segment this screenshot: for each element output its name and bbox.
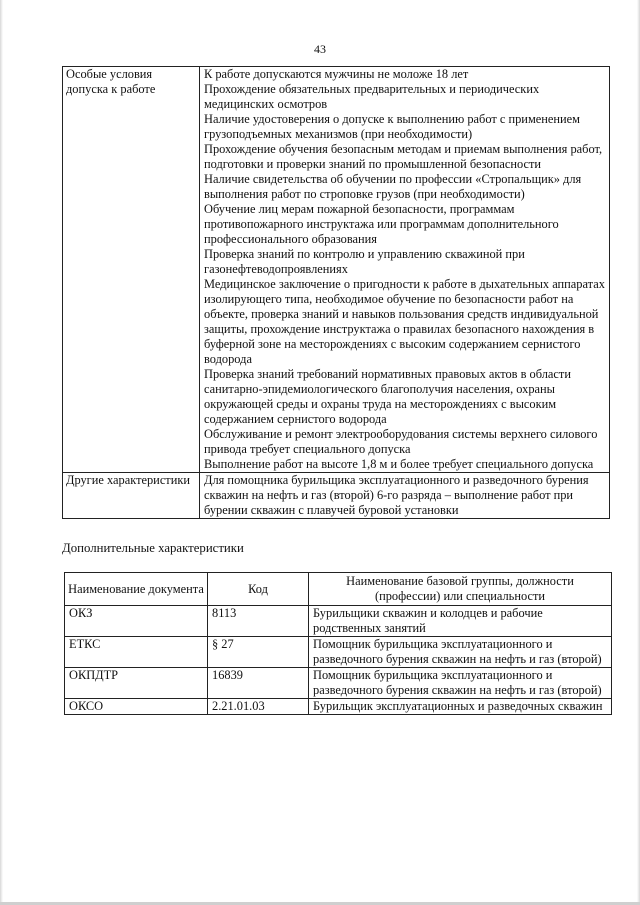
row-values (200, 67, 610, 473)
requirement-item: Для помощника бурильщика эксплуатационного и разведочного бурения скважин на нефть и газ (второй) 6-го разряда – выполнение работ при бурении скважин с плавучей буровой установки (204, 473, 589, 517)
table-cell: ЕТКС (65, 637, 208, 668)
page-number: 43 (314, 42, 326, 56)
table-header-row (65, 573, 612, 606)
table-cell: 8113 (208, 606, 309, 637)
table-cell: 16839 (208, 668, 309, 699)
table-cell: ОКПДТР (65, 668, 208, 699)
table-row (65, 668, 612, 699)
table-row (65, 637, 612, 668)
table-cell: ОКЗ (65, 606, 208, 637)
table-cell: Бурильщик эксплуатационных и разведочных скважин (309, 699, 612, 715)
requirement-item: Обслуживание и ремонт электрооборудования системы верхнего силового привода требует специального допуска (204, 427, 598, 456)
table-row (63, 473, 610, 519)
row-key: Особые условия допуска к работе (63, 67, 200, 473)
page-edge-left (0, 0, 3, 905)
table-cell: ОКСО (65, 699, 208, 715)
requirement-item: Обучение лиц мерам пожарной безопасности, программам противопожарного инструктажа или программам дополнительного профессионального образования (204, 202, 559, 246)
requirement-item: Прохождение обучения безопасным методам и приемам выполнения работ, подготовки и проверки знаний по промышленной безопасности (204, 142, 603, 171)
column-header: Код (208, 573, 309, 606)
requirement-item: Прохождение обязательных предварительных и периодических медицинских осмотров (204, 82, 540, 111)
row-key: Другие характеристики (63, 473, 200, 519)
table-cell: Помощник бурильщика эксплуатационного и разведочного бурения скважин на нефть и газ (второй) (309, 668, 612, 699)
requirement-item: Медицинское заключение о пригодности к работе в дыхательных аппаратах изолирующего типа, необходимое обучение по безопасности работ на объекте, проверка знаний и навыков пользования средств индивидуальной защиты, прохождение инструктажа о правилах безопасного нахождения в буферной зоне на месторождениях с высоким содержанием сернистого водорода (204, 277, 605, 366)
section-heading: Дополнительные характеристики (62, 541, 244, 555)
requirement-item: Проверка знаний требований нормативных правовых актов в области санитарно-эпидемиологического благополучия населения, охраны окружающей среды и охраны труда на месторождениях с высоким содержанием сернистого водорода (204, 367, 571, 426)
column-header: Наименование документа (65, 573, 208, 606)
requirement-item: К работе допускаются мужчины не моложе 18 лет (204, 67, 469, 81)
table-row (65, 606, 612, 637)
table-cell: 2.21.01.03 (208, 699, 309, 715)
requirement-item: Наличие свидетельства об обучении по профессии «Стропальщик» для выполнения работ по строповке грузов (при необходимости) (204, 172, 582, 201)
row-values (200, 473, 610, 519)
requirement-item: Выполнение работ на высоте 1,8 м и более требует специального допуска (204, 457, 594, 471)
table-row (63, 67, 610, 473)
table-row (65, 699, 612, 715)
table-cell: Бурильщики скважин и колодцев и рабочие родственных занятий (309, 606, 612, 637)
column-header: Наименование базовой группы, должности (профессии) или специальности (309, 573, 612, 606)
requirement-item: Наличие удостоверения о допуске к выполнению работ с применением грузоподъемных механизмов (при необходимости) (204, 112, 581, 141)
table-cell: Помощник бурильщика эксплуатационного и разведочного бурения скважин на нефть и газ (второй) (309, 637, 612, 668)
extra-characteristics-table (64, 572, 612, 715)
table-cell: § 27 (208, 637, 309, 668)
requirement-item: Проверка знаний по контролю и управлению скважиной при газонефтеводопроявлениях (204, 247, 525, 276)
requirements-table (62, 66, 610, 519)
